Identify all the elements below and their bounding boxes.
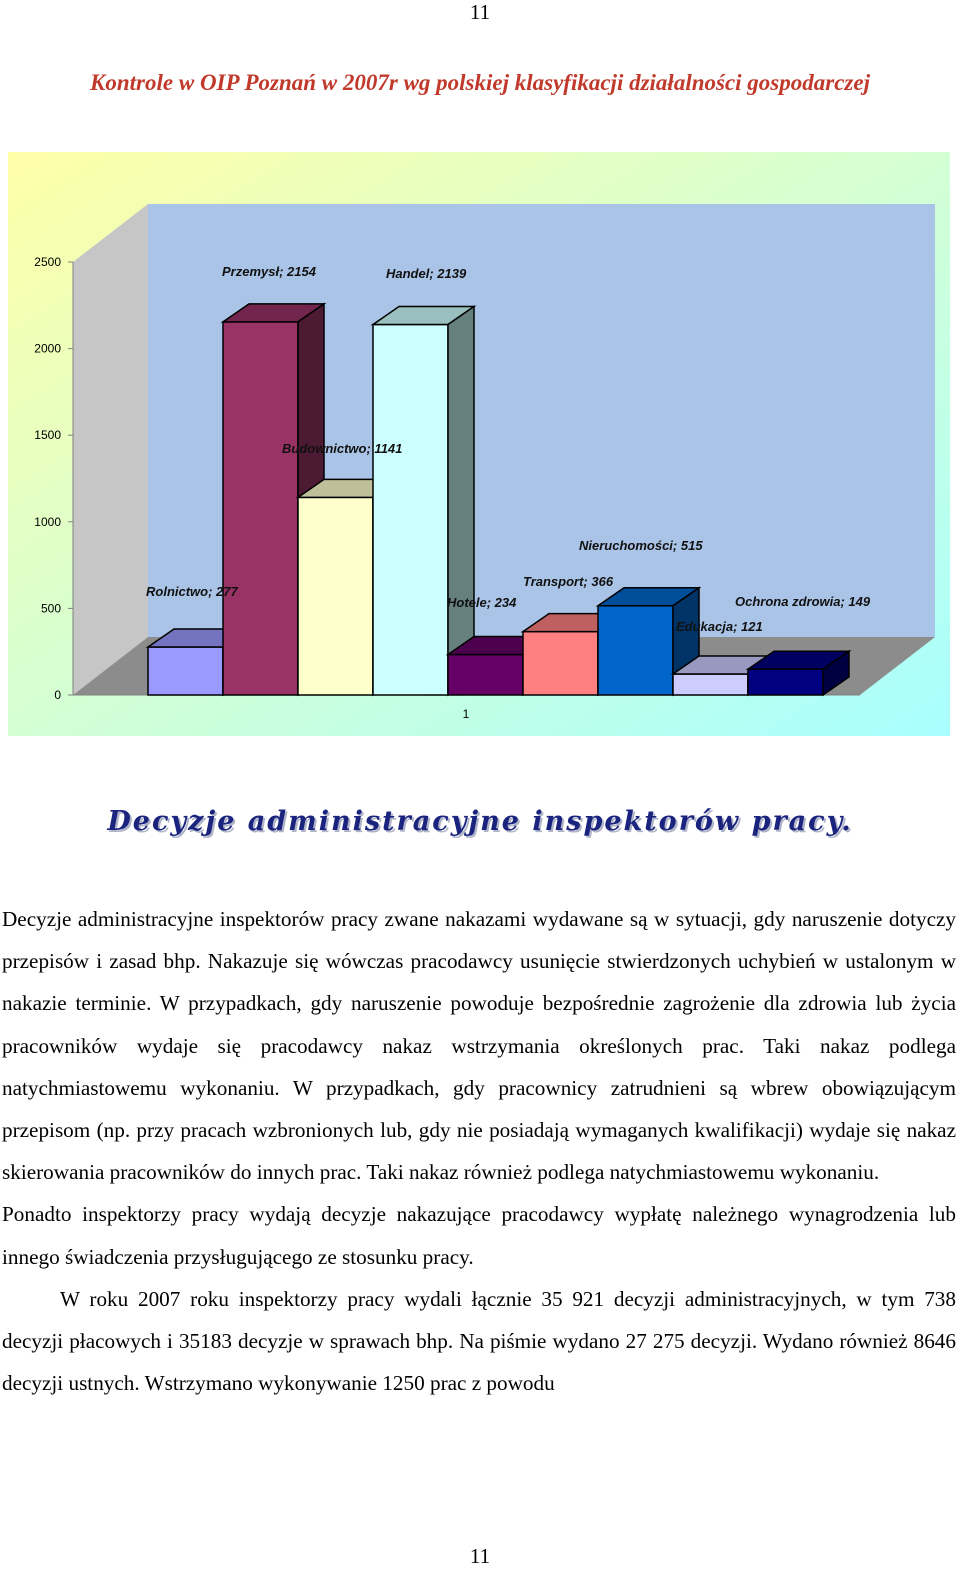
data-label: Hotele; 234 <box>447 595 517 610</box>
chart-title: Kontrole w OIP Poznań w 2007r wg polskiej klasyfikacji działalności gospodarczej <box>90 70 870 95</box>
data-label: Transport; 366 <box>523 574 614 589</box>
data-label: Handel; 2139 <box>386 266 467 281</box>
y-tick-label: 500 <box>40 601 61 616</box>
y-tick-label: 2000 <box>34 341 61 356</box>
data-label: Edukacja; 121 <box>676 619 763 634</box>
bar-front <box>523 632 598 695</box>
y-tick-label: 1000 <box>34 514 61 529</box>
page-number-top: 11 <box>469 0 491 24</box>
data-label: Budownictwo; 1141 <box>282 441 403 456</box>
bar-front <box>673 674 748 695</box>
bar-front <box>598 606 673 695</box>
data-label: Przemysł; 2154 <box>222 264 316 279</box>
section-heading: Decyzje administracyjne inspektorów pracy. <box>107 806 853 837</box>
bar-front <box>223 322 298 695</box>
y-tick-label: 1500 <box>34 428 61 443</box>
bar-front <box>148 647 223 695</box>
data-label: Ochrona zdrowia; 149 <box>735 594 871 609</box>
bar-side <box>448 307 474 695</box>
chart-side-wall <box>73 204 148 695</box>
paragraph-1: Decyzje administracyjne inspektorów pracy zwane nakazami wydawane są w sytuacji, gdy naruszenie dotyczy przepisów i zasad bhp. Nakazuje się wówczas pracodawcy usunięcie stwierdzonych uchybień w ustalonym w nakazie terminie. W przypadkach, gdy naruszenie powoduje bezpośrednie zagrożenie dla zdrowia lub życia pracowników wydaje się pracodawcy nakaz wstrzymania określonych prac. Taki nakaz podlega natychmiastowemu wykonaniu. W przypadkach, gdy pracownicy zatrudnieni są wbrew obowiązującym przepisom (np. przy pracach wzbronionych lub, gdy nie posiadają wymaganych kwalifikacji) wydaje się nakaz skierowania pracowników do innych prac. Taki nakaz również podlega natychmiastowemu wykonaniu. <box>2 907 956 1185</box>
paragraph-2: Ponadto inspektorzy pracy wydają decyzje nakazujące pracodawcy wypłatę należnego wynagrodzenia lub innego świadczenia przysługującego ze stosunku pracy. <box>2 1202 956 1269</box>
chart-area <box>8 152 950 736</box>
paragraph-3: W roku 2007 roku inspektorzy pracy wydali łącznie 35 921 decyzji administracyjnych, w tym 738 decyzji płacowych i 35183 decyzje w sprawach bhp. Na piśmie wydano 27 275 decyzji. Wydano również 8646 decyzji ustnych. Wstrzymano wykonywanie 1250 prac z powodu <box>2 1286 956 1396</box>
bar-front <box>373 325 448 695</box>
y-tick-label: 2500 <box>34 255 61 269</box>
bar-front <box>448 654 523 695</box>
data-label: Rolnictwo; 277 <box>146 584 238 599</box>
data-label: Nieruchomości; 515 <box>579 538 703 553</box>
body-text <box>2 898 956 1404</box>
y-tick-label: 0 <box>54 688 61 702</box>
page-number-bottom: 11 <box>469 1544 491 1568</box>
bar-front <box>298 497 373 695</box>
x-category-label: 1 <box>462 707 470 721</box>
bar-front <box>748 669 823 695</box>
bar <box>373 307 474 695</box>
bar-chart-3d <box>8 152 950 736</box>
